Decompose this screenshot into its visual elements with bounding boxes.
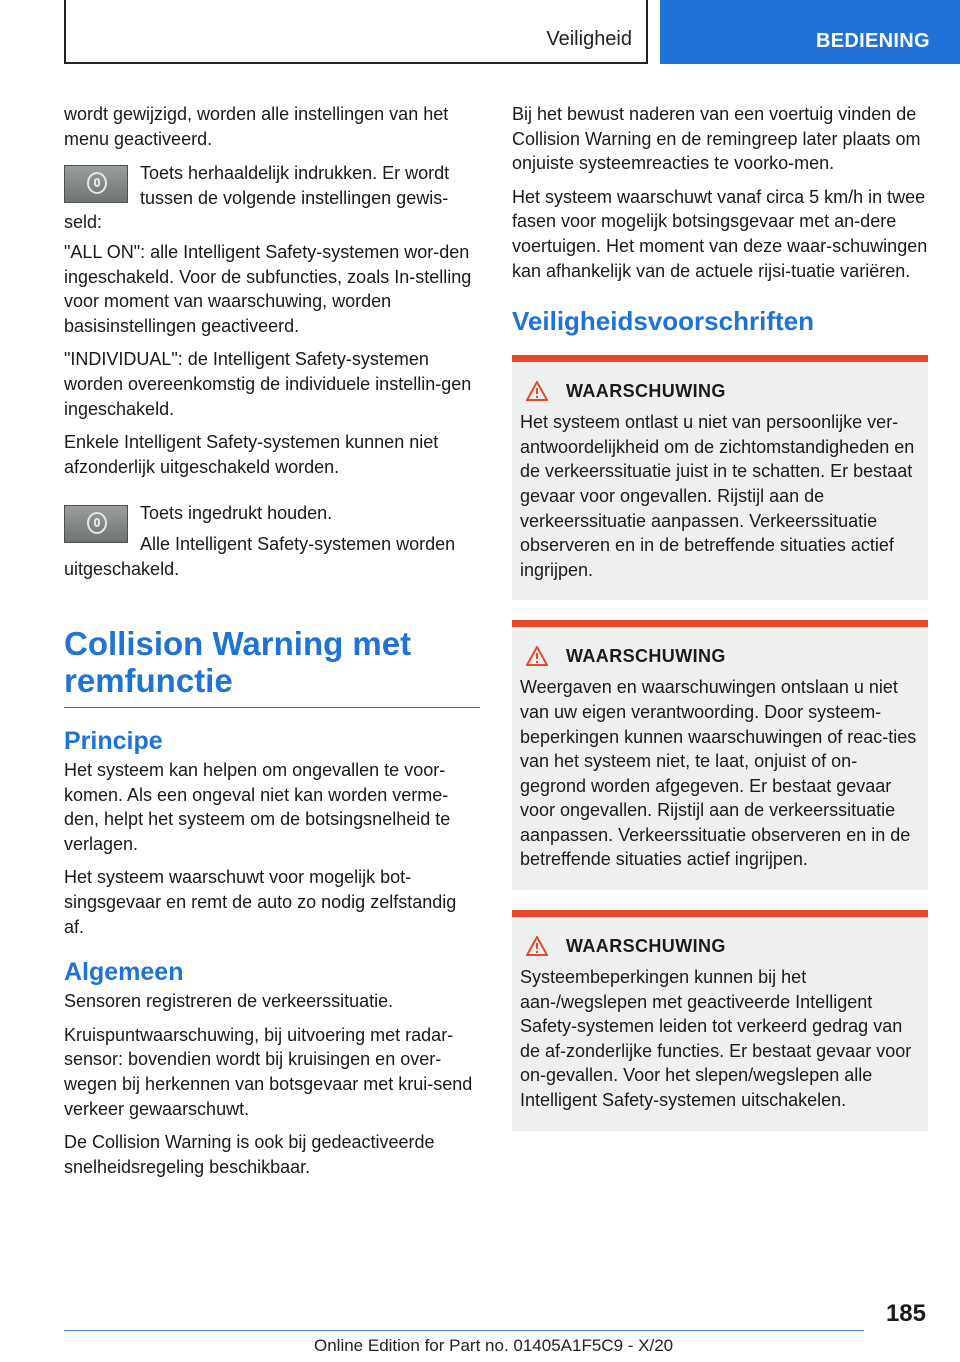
header-section-label: Veiligheid <box>546 28 632 50</box>
safety-button-icon <box>64 165 128 203</box>
warning-text: Het systeem ontlast u niet van persoonlijke ver-antwoordelijkheid om de zichtomstandigheden en de verkeerssituatie juist in te schatten. Er bestaat gevaar voor ongevallen. Rijstijl aan de verkeerssituatie aanpassen. Verkeerssituatie observeren en in de betreffende situaties actief ingrijpen. <box>520 412 915 580</box>
paragraph: "ALL ON": alle Intelligent Safety-systemen wor-den ingeschakeld. Voor de subfuncties, zoals In-stelling voor moment van waarschuwing, worden basisinstellingen geactiveerd. <box>64 241 472 336</box>
section-title: Veiligheidsvoorschriften <box>512 306 814 337</box>
header-chapter-label: BEDIENING <box>816 30 930 52</box>
section-title: Collision Warning met remfunctie <box>64 625 412 700</box>
paragraph: wordt gewijzigd, worden alle instellingen van het menu geactiveerd. <box>64 104 449 149</box>
paragraph: Het systeem kan helpen om ongevallen te voor-komen. Als een ongeval niet kan worden verme-den, helpt het systeem om de botsingsnelheid te verlagen. <box>64 760 451 854</box>
button-instruction <box>64 161 480 235</box>
left-column <box>64 102 480 1188</box>
header-section-box <box>64 0 648 64</box>
header-chapter-box <box>660 0 960 64</box>
warning-text: Systeembeperkingen kunnen bij het aan-/wegslepen met geactiveerde Intelligent Safety-systemen leiden tot verkeerd gedrag van de af-zonderlijke functies. Er bestaat gevaar voor on-gevallen. Voor het slepen/wegslepen alle Intelligent Safety-systemen uitschakelen. <box>520 967 912 1111</box>
subheading-algemeen: Algemeen <box>64 958 184 987</box>
warning-box <box>512 355 928 600</box>
paragraph: Het systeem waarschuwt voor mogelijk bot-singsgevaar en remt de auto zo nodig zelfstandig af. <box>64 867 457 937</box>
warning-box <box>512 620 928 890</box>
warning-triangle-icon <box>526 381 548 401</box>
warning-triangle-icon <box>526 646 548 666</box>
warning-triangle-icon <box>526 936 548 956</box>
warning-label: WAARSCHUWING <box>566 380 726 401</box>
paragraph: Bij het bewust naderen van een voertuig vinden de Collision Warning en de remingreep later plaats om onjuiste systeemreacties te voorko-men. <box>512 104 921 174</box>
safety-button-icon <box>64 505 128 543</box>
paragraph: Enkele Intelligent Safety-systemen kunnen niet afzonderlijk uitgeschakeld worden. <box>64 432 439 477</box>
paragraph: Het systeem waarschuwt vanaf circa 5 km/h in twee fasen voor mogelijk botsingsgevaar met an-dere voertuigen. Het moment van deze waar-schuwingen kan afhankelijk van de actuele rijsi-tuatie variëren. <box>512 186 928 281</box>
paragraph: Kruispuntwaarschuwing, bij uitvoering met radar-sensor: bovendien wordt bij kruisingen en over-wegen bij herkennen van botsgevaar met krui-send verkeer gewaarschuwt. <box>64 1024 473 1119</box>
instruction-text: Toets herhaaldelijk indrukken. Er wordt tussen de volgende instellingen gewis-seld: <box>64 163 450 233</box>
instruction-text: Toets ingedrukt houden. <box>140 503 333 524</box>
footer-edition-link[interactable]: Online Edition for Part no. 01405A1F5C9 - X/20 <box>314 1336 674 1355</box>
paragraph: Sensoren registreren de verkeerssituatie. <box>64 991 394 1012</box>
subheading-principe: Principe <box>64 727 163 756</box>
warning-box <box>512 910 928 1131</box>
warning-label: WAARSCHUWING <box>566 935 726 956</box>
warning-label: WAARSCHUWING <box>566 646 726 667</box>
page-number: 185 <box>885 1300 926 1327</box>
title-divider <box>64 707 480 708</box>
right-column <box>512 102 928 1145</box>
instruction-text: Alle Intelligent Safety-systemen worden uitgeschakeld. <box>64 533 456 579</box>
paragraph: "INDIVIDUAL": de Intelligent Safety-systemen worden overeenkomstig de individuele instellin-gen ingeschakeld. <box>64 349 472 419</box>
footer-divider <box>64 1330 864 1331</box>
button-instruction <box>64 501 480 581</box>
warning-text: Weergaven en waarschuwingen ontslaan u niet van uw eigen verantwoording. Door systeem-beperkingen kunnen waarschuwingen of reac-ties van het systeem niet, te laat, onjuist of on-gegrond worden afgegeven. Er bestaat gevaar voor ongevallen. Rijstijl aan de verkeerssituatie aanpassen. Verkeerssituatie observeren en in de betreffende situaties actief ingrijpen. <box>520 677 917 870</box>
paragraph: De Collision Warning is ook bij gedeactiveerde snelheidsregeling beschikbaar. <box>64 1132 435 1177</box>
